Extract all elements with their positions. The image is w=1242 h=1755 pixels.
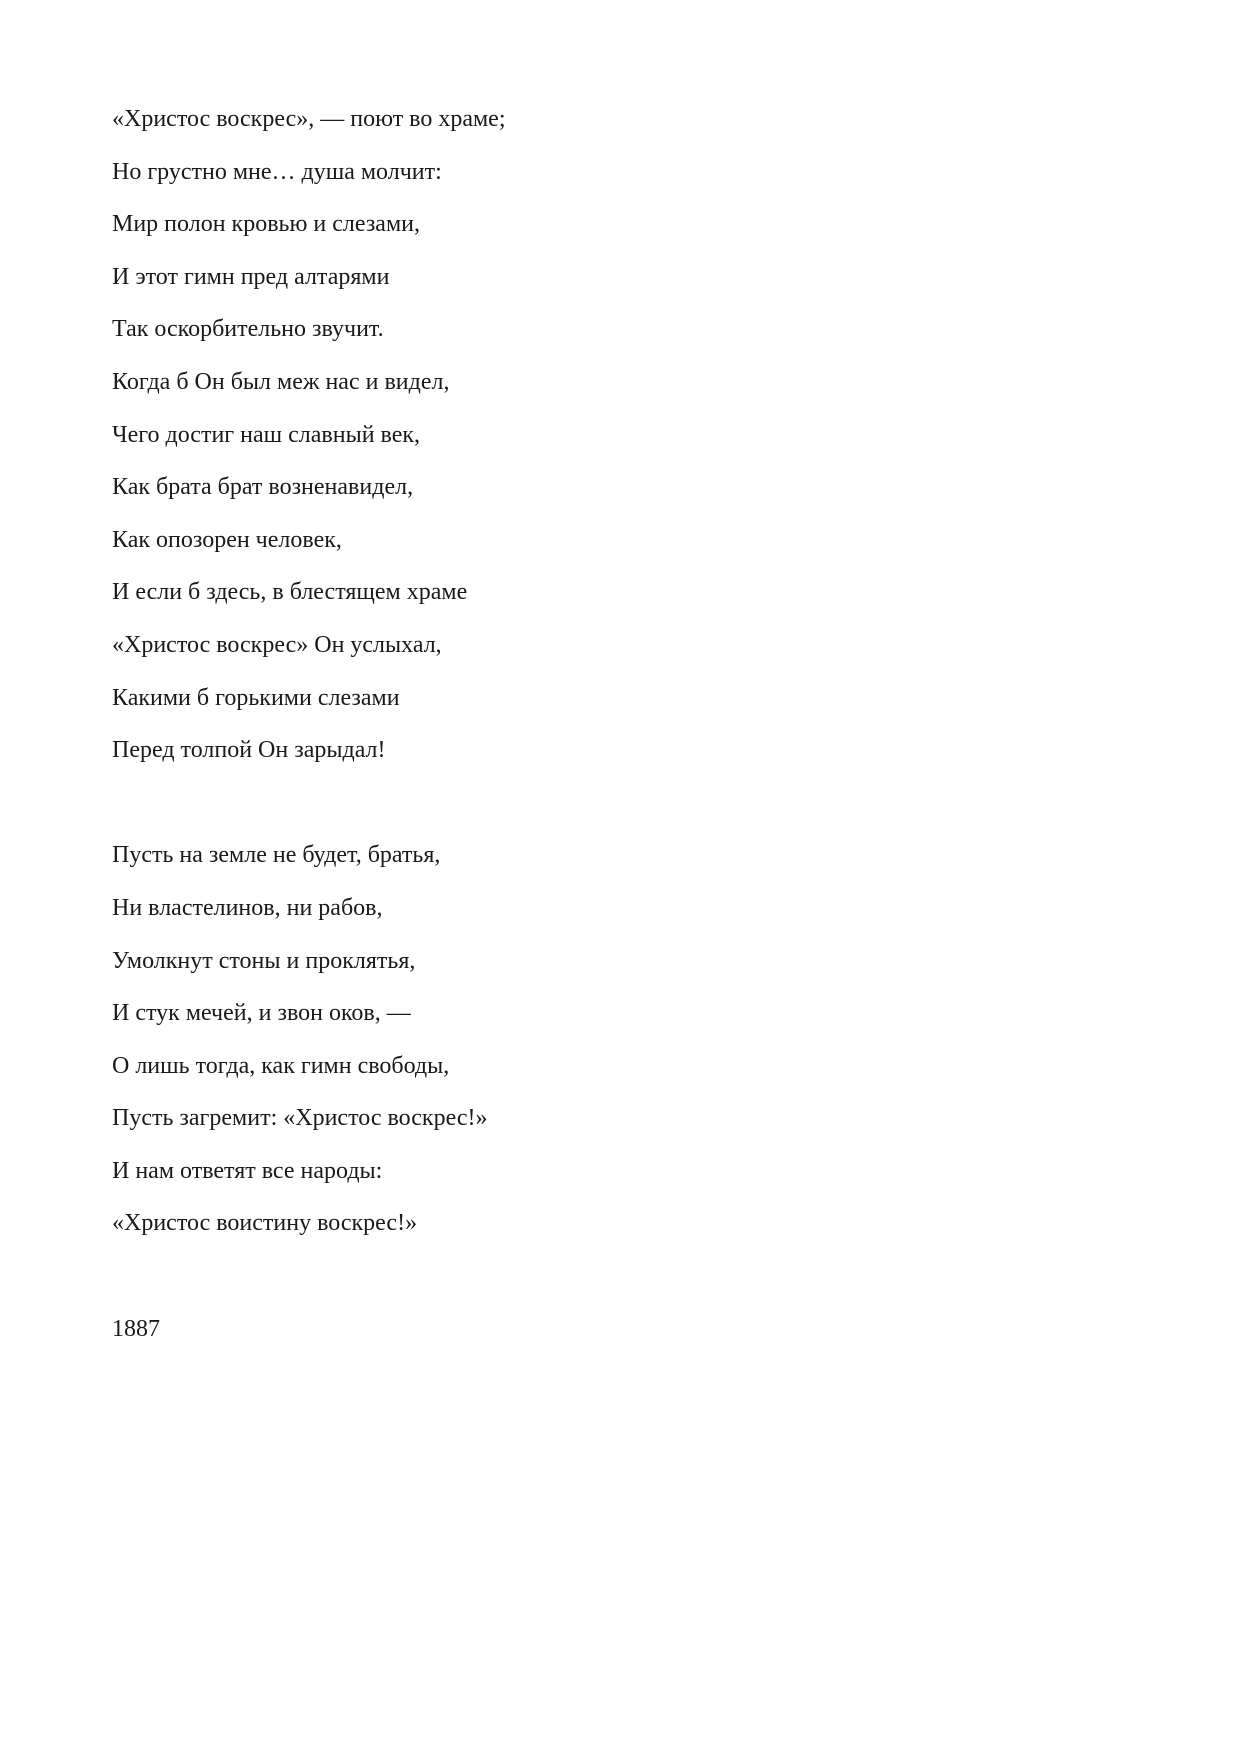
poem-line: И нам ответят все народы:: [112, 1157, 383, 1184]
stanza-separator: [112, 790, 506, 843]
poem-line: Мир полон кровью и слезами,: [112, 211, 420, 238]
poem-line: Когда б Он был меж нас и видел,: [112, 368, 450, 395]
poem-line: И стук мечей, и звон оков, —: [112, 1000, 411, 1027]
poem-line: Так оскорбительно звучит.: [112, 316, 384, 343]
poem-line: Пусть загремит: «Христос воскрес!»: [112, 1105, 488, 1132]
poem-line: О лишь тогда, как гимн свободы,: [112, 1052, 450, 1079]
stanza-1: [112, 106, 506, 790]
poem-line: «Христос воистину воскрес!»: [112, 1210, 418, 1237]
poem-line: Но грустно мне… душа молчит:: [112, 158, 442, 185]
stanza-2: [112, 842, 506, 1263]
stanza-separator: [112, 1263, 506, 1316]
poem-line: Перед толпой Он зарыдал!: [112, 737, 386, 764]
poem-line: Чего достиг наш славный век,: [112, 421, 421, 448]
poem-line: Какими б горькими слезами: [112, 684, 400, 711]
poem-line: «Христос воскрес» Он услыхал,: [112, 631, 442, 658]
poem-line: И если б здесь, в блестящем храме: [112, 579, 468, 606]
poem-line: И этот гимн пред алтарями: [112, 263, 390, 290]
poem-line: Как брата брат возненавидел,: [112, 474, 414, 501]
poem-line: Ни властелинов, ни рабов,: [112, 894, 383, 921]
poem-line: Как опозорен человек,: [112, 526, 342, 553]
poem-line: Умолкнут стоны и проклятья,: [112, 947, 416, 974]
poem-line: «Христос воскрес», — поют во храме;: [112, 106, 506, 132]
poem-text: [112, 106, 506, 1368]
poem-year: 1887: [112, 1315, 160, 1342]
poem-line: Пусть на земле не будет, братья,: [112, 842, 441, 869]
